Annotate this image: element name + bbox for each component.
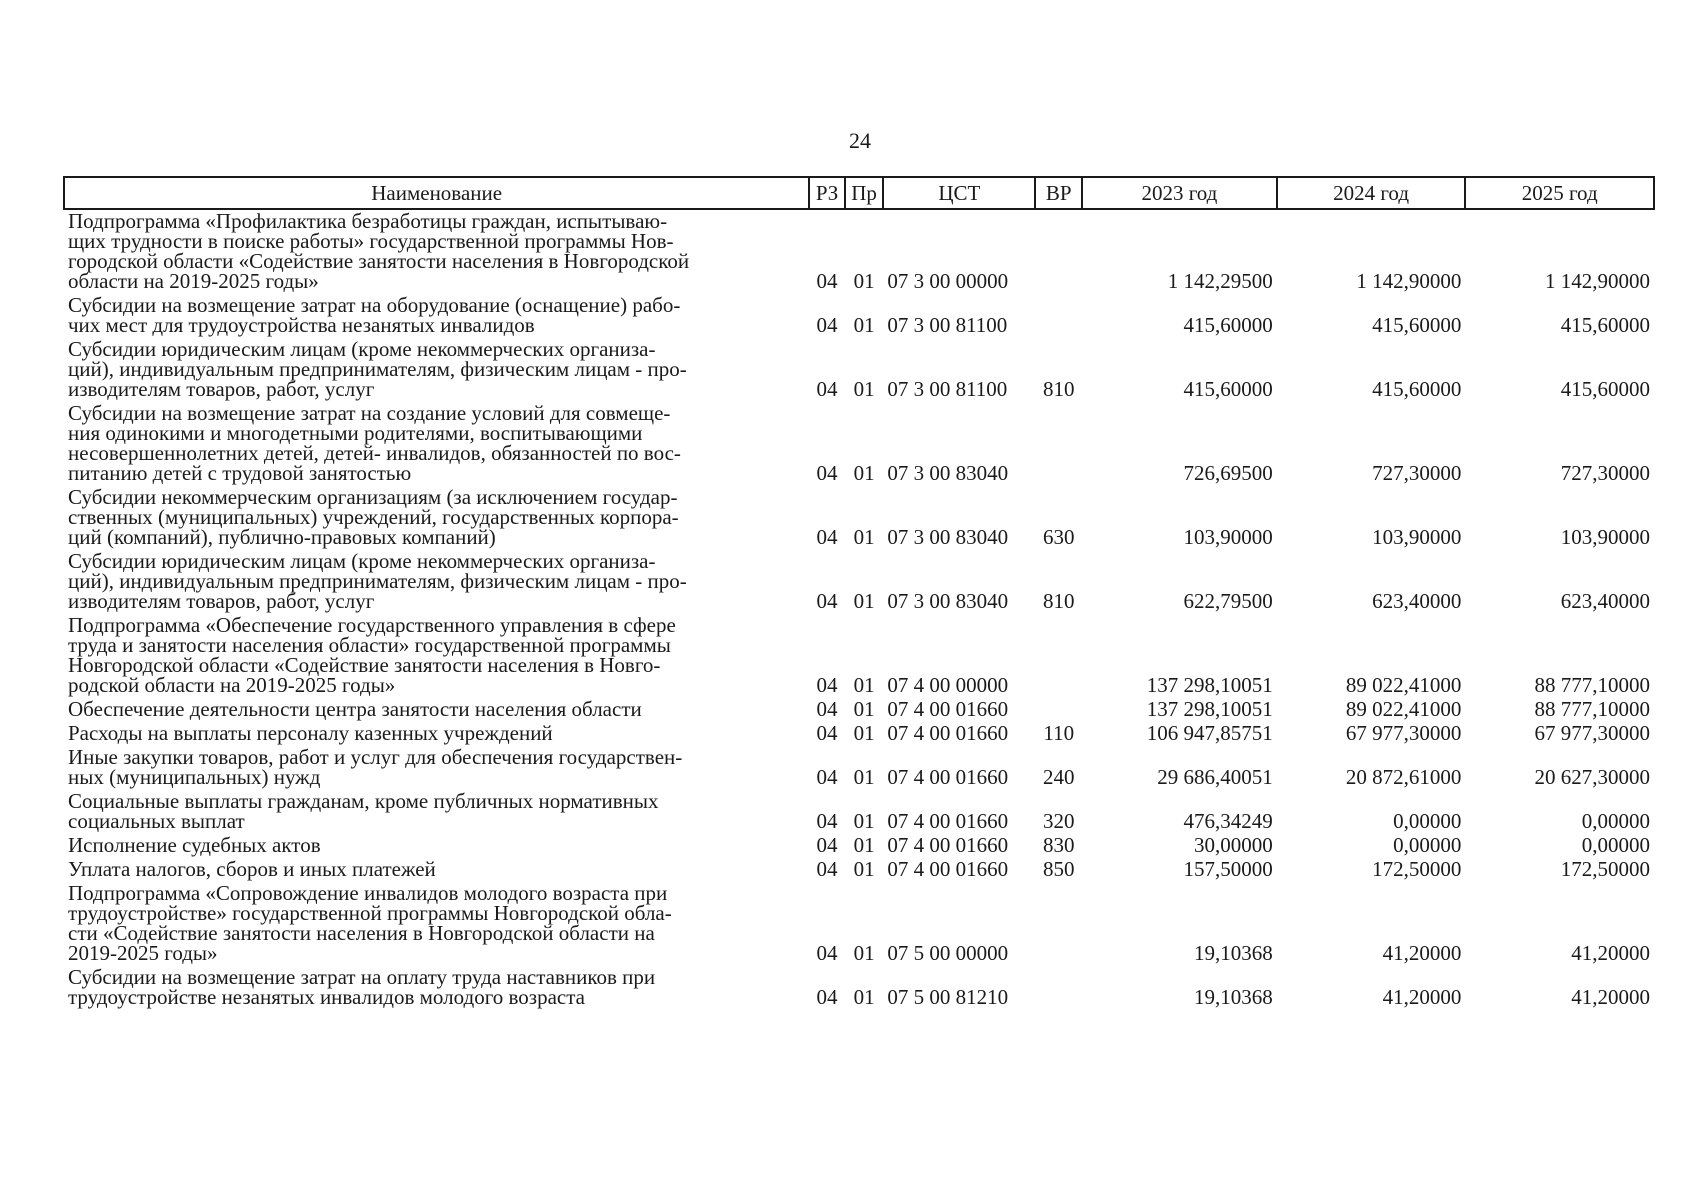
table-row xyxy=(64,722,1654,746)
table-row xyxy=(64,209,1654,294)
row-2025: 0,00000 xyxy=(1581,833,1650,857)
header-pr: Пр xyxy=(845,177,884,209)
row-name: Обеспечение деятельности центра занятости населения области xyxy=(68,697,642,721)
row-pr: 01 xyxy=(853,673,875,697)
row-2023: 19,10368 xyxy=(1194,985,1273,1009)
row-2023: 19,10368 xyxy=(1194,941,1273,965)
row-name: Субсидии юридическим лицам (кроме некоммерческих организа- ций), индивидуальным предпринимателям, физическим лицам - про- изводителям товаров, работ, услуг xyxy=(68,337,687,401)
row-2025: 41,20000 xyxy=(1571,985,1650,1009)
row-rz: 04 xyxy=(816,377,838,401)
row-cst: 07 5 00 81210 xyxy=(887,985,1009,1009)
row-2023: 415,60000 xyxy=(1183,313,1273,337)
table-row xyxy=(64,746,1654,790)
row-2023: 157,50000 xyxy=(1183,857,1273,881)
row-rz: 04 xyxy=(816,525,838,549)
row-pr: 01 xyxy=(853,461,875,485)
header-vr: ВР xyxy=(1035,177,1082,209)
row-pr: 01 xyxy=(853,985,875,1009)
row-name: Расходы на выплаты персоналу казенных учреждений xyxy=(68,721,553,745)
row-rz: 04 xyxy=(816,857,838,881)
row-2024: 0,00000 xyxy=(1393,809,1462,833)
row-cst: 07 4 00 00000 xyxy=(887,673,1009,697)
row-2023: 415,60000 xyxy=(1183,377,1273,401)
row-2025: 623,40000 xyxy=(1560,589,1650,613)
row-cst: 07 4 00 01660 xyxy=(887,857,1009,881)
row-2024: 1 142,90000 xyxy=(1356,269,1462,293)
row-name: Субсидии на возмещение затрат на оборудование (оснащение) рабо- чих мест для трудоустройства незанятых инвалидов xyxy=(68,293,681,337)
row-2023: 476,34249 xyxy=(1183,809,1273,833)
row-pr: 01 xyxy=(853,857,875,881)
row-cst: 07 3 00 81100 xyxy=(887,377,1008,401)
header-2025: 2025 год xyxy=(1465,177,1654,209)
row-name: Иные закупки товаров, работ и услуг для обеспечения государствен- ных (муниципальных) нужд xyxy=(68,745,683,789)
row-pr: 01 xyxy=(853,721,875,745)
row-rz: 04 xyxy=(816,589,838,613)
row-cst: 07 4 00 01660 xyxy=(887,765,1009,789)
row-cst: 07 3 00 83040 xyxy=(887,589,1009,613)
row-2024: 67 977,30000 xyxy=(1345,721,1462,745)
row-2025: 415,60000 xyxy=(1560,377,1650,401)
row-name: Субсидии на возмещение затрат на создание условий для совмеще- ния одинокими и многодетными родителями, воспитывающими несовершеннолетних детей, детей- инвалидов, обязанностей по вос- питанию детей с трудовой занятостью xyxy=(68,401,681,485)
row-2025: 415,60000 xyxy=(1560,313,1650,337)
row-vr xyxy=(1035,614,1082,698)
table-row xyxy=(64,834,1654,858)
row-vr: 810 xyxy=(1042,377,1075,401)
row-2025: 20 627,30000 xyxy=(1534,765,1650,789)
row-name: Социальные выплаты гражданам, кроме публичных нормативных социальных выплат xyxy=(68,789,659,833)
row-2025: 103,90000 xyxy=(1560,525,1650,549)
row-pr: 01 xyxy=(853,809,875,833)
row-pr: 01 xyxy=(853,589,875,613)
row-rz: 04 xyxy=(816,313,838,337)
row-rz: 04 xyxy=(816,461,838,485)
table-row xyxy=(64,550,1654,614)
row-cst: 07 5 00 00000 xyxy=(887,941,1009,965)
row-2023: 726,69500 xyxy=(1183,461,1273,485)
table-row xyxy=(64,882,1654,966)
row-cst: 07 4 00 01660 xyxy=(887,697,1009,721)
row-2025: 172,50000 xyxy=(1560,857,1650,881)
row-2023: 137 298,10051 xyxy=(1146,673,1273,697)
row-2024: 415,60000 xyxy=(1372,377,1462,401)
row-rz: 04 xyxy=(816,985,838,1009)
row-name: Субсидии юридическим лицам (кроме некоммерческих организа- ций), индивидуальным предпринимателям, физическим лицам - про- изводителям товаров, работ, услуг xyxy=(68,549,687,613)
row-cst: 07 4 00 01660 xyxy=(887,833,1009,857)
row-pr: 01 xyxy=(853,941,875,965)
row-pr: 01 xyxy=(853,833,875,857)
header-2023: 2023 год xyxy=(1082,177,1277,209)
row-rz: 04 xyxy=(816,697,838,721)
row-2025: 0,00000 xyxy=(1581,809,1650,833)
row-name: Подпрограмма «Сопровождение инвалидов молодого возраста при трудоустройстве» государственной программы Новгородской обла- сти «Содействие занятости населения в Новгородской области на 2019-2025 годы» xyxy=(68,881,672,965)
row-2023: 1 142,29500 xyxy=(1167,269,1273,293)
row-cst: 07 3 00 81100 xyxy=(887,313,1008,337)
row-cst: 07 4 00 01660 xyxy=(887,809,1009,833)
row-2024: 41,20000 xyxy=(1382,985,1462,1009)
row-rz: 04 xyxy=(816,673,838,697)
row-2023: 103,90000 xyxy=(1183,525,1273,549)
row-2024: 0,00000 xyxy=(1393,833,1462,857)
row-vr xyxy=(1035,698,1082,722)
row-pr: 01 xyxy=(853,765,875,789)
row-rz: 04 xyxy=(816,809,838,833)
row-name: Уплата налогов, сборов и иных платежей xyxy=(68,857,436,881)
row-2024: 172,50000 xyxy=(1372,857,1462,881)
table-row xyxy=(64,790,1654,834)
row-2025: 88 777,10000 xyxy=(1534,697,1650,721)
row-name: Подпрограмма «Профилактика безработицы граждан, испытываю- щих трудности в поиске работы» государственной программы Нов- городской области «Содействие занятости населения в Новгородской области на 2019-2025 годы» xyxy=(68,209,690,293)
row-2024: 727,30000 xyxy=(1372,461,1462,485)
table-row xyxy=(64,966,1654,1010)
row-2023: 106 947,85751 xyxy=(1146,721,1273,745)
table-row xyxy=(64,614,1654,698)
row-vr xyxy=(1035,209,1082,294)
row-vr: 850 xyxy=(1042,857,1075,881)
header-2024: 2024 год xyxy=(1277,177,1466,209)
row-pr: 01 xyxy=(853,697,875,721)
row-pr: 01 xyxy=(853,525,875,549)
row-rz: 04 xyxy=(816,721,838,745)
row-name: Субсидии на возмещение затрат на оплату труда наставников при трудоустройстве незанятых инвалидов молодого возраста xyxy=(68,965,656,1009)
row-2024: 41,20000 xyxy=(1382,941,1462,965)
row-2025: 88 777,10000 xyxy=(1534,673,1650,697)
row-2024: 415,60000 xyxy=(1372,313,1462,337)
row-rz: 04 xyxy=(816,765,838,789)
row-vr xyxy=(1035,294,1082,338)
row-vr: 810 xyxy=(1042,589,1075,613)
row-2024: 89 022,41000 xyxy=(1345,673,1462,697)
page-number: 24 xyxy=(849,128,871,153)
row-name: Исполнение судебных актов xyxy=(68,833,321,857)
table-row xyxy=(64,294,1654,338)
row-rz: 04 xyxy=(816,269,838,293)
row-vr: 320 xyxy=(1042,809,1075,833)
row-2025: 41,20000 xyxy=(1571,941,1650,965)
row-name: Субсидии некоммерческим организациям (за исключением государ- ственных (муниципальных) учреждений, государственных корпора- ций (компаний), публично-правовых компаний) xyxy=(68,485,679,549)
row-vr: 630 xyxy=(1042,525,1075,549)
table-header-row xyxy=(64,177,1654,209)
header-cst: ЦСТ xyxy=(883,177,1035,209)
table-row xyxy=(64,486,1654,550)
row-2025: 1 142,90000 xyxy=(1545,269,1650,293)
row-pr: 01 xyxy=(853,269,875,293)
row-rz: 04 xyxy=(816,941,838,965)
row-vr: 830 xyxy=(1042,833,1075,857)
row-2023: 29 686,40051 xyxy=(1157,765,1273,789)
row-pr: 01 xyxy=(853,377,875,401)
row-cst: 07 4 00 01660 xyxy=(887,721,1009,745)
row-2024: 623,40000 xyxy=(1372,589,1462,613)
table-row xyxy=(64,698,1654,722)
row-2025: 67 977,30000 xyxy=(1534,721,1650,745)
row-vr xyxy=(1035,882,1082,966)
row-cst: 07 3 00 00000 xyxy=(887,269,1009,293)
table-row xyxy=(64,402,1654,486)
row-rz: 04 xyxy=(816,833,838,857)
row-name: Подпрограмма «Обеспечение государственного управления в сфере труда и занятости населения области» государственной программы Новгородской области «Содействие занятости населения в Новго- родской области на 2019-2025 годы» xyxy=(68,613,676,697)
budget-table xyxy=(63,176,1655,1010)
row-2024: 20 872,61000 xyxy=(1345,765,1462,789)
row-2023: 622,79500 xyxy=(1183,589,1273,613)
header-rz: РЗ xyxy=(809,177,844,209)
row-vr xyxy=(1035,402,1082,486)
row-vr: 240 xyxy=(1042,765,1075,789)
header-name: Наименование xyxy=(64,177,809,209)
row-vr: 110 xyxy=(1043,721,1075,745)
row-2025: 727,30000 xyxy=(1560,461,1650,485)
row-2024: 103,90000 xyxy=(1372,525,1462,549)
row-2023: 30,00000 xyxy=(1194,833,1273,857)
row-cst: 07 3 00 83040 xyxy=(887,461,1009,485)
table-row xyxy=(64,858,1654,882)
table-row xyxy=(64,338,1654,402)
row-pr: 01 xyxy=(853,313,875,337)
row-vr xyxy=(1035,966,1082,1010)
row-2024: 89 022,41000 xyxy=(1345,697,1462,721)
row-2023: 137 298,10051 xyxy=(1146,697,1273,721)
row-cst: 07 3 00 83040 xyxy=(887,525,1009,549)
